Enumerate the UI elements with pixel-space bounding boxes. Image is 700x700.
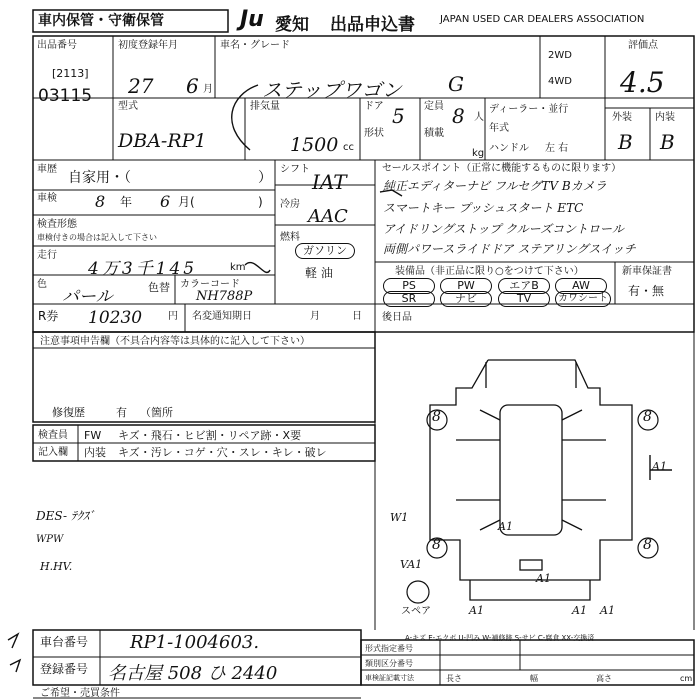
name-change-day: 日 <box>352 311 362 322</box>
equipment-ps: PS <box>383 278 435 294</box>
name-change-label: 名変通知期日 <box>192 311 252 322</box>
car-diagram <box>430 360 632 600</box>
entry-label: 記入欄 <box>38 447 68 458</box>
shape-label: 形状 <box>364 128 384 139</box>
selling-point-line: 純正エディターナビ フルセグTV Bカメラ <box>383 179 607 193</box>
registration-month: 6 <box>186 74 199 98</box>
inspection-year-unit: 年 <box>120 195 133 209</box>
registration-label: 初度登録年月 <box>118 40 178 51</box>
inspection-close: ) <box>258 195 263 209</box>
drive-2wd: 2WD <box>548 50 572 61</box>
selling-point-line: 両側パワースライドドア ステアリングスイッチ <box>383 242 636 256</box>
exterior-grade: B <box>618 130 633 154</box>
name-change-month: 月 <box>310 311 320 322</box>
size-unit: cm <box>680 674 693 683</box>
recycle-label: R券 <box>38 309 59 323</box>
fuel-label: 燃料 <box>280 232 300 243</box>
ju-logo: Ju <box>240 7 264 32</box>
equipment-airbag: エアB <box>498 278 550 294</box>
type-label: 型式 <box>118 101 138 112</box>
form-number-label: 形式指定番号 <box>365 644 413 653</box>
capacity-unit: 人 <box>474 112 484 123</box>
registration-year: 27 <box>128 74 154 98</box>
color-code-label: カラーコード <box>180 279 240 290</box>
interior-items: キズ・汚レ・コゲ・穴・スレ・キレ・破レ <box>118 446 327 459</box>
ac-label: 冷房 <box>280 199 300 210</box>
damage-mark: A1 <box>536 572 551 585</box>
storage-note: 車内保管・守衛保管 <box>38 13 164 29</box>
doors-value: 5 <box>392 104 405 128</box>
recycle-unit: 円 <box>168 311 178 322</box>
displacement-value: 1500 <box>290 134 339 156</box>
interior-label: 内装 <box>655 112 675 123</box>
shift-value: IAT <box>312 170 347 194</box>
damage-mark: A1 <box>469 604 484 617</box>
height-label: 高さ <box>596 674 612 683</box>
shift-label: シフト <box>280 164 310 175</box>
damage-mark: 8 <box>432 409 441 425</box>
displacement-label: 排気量 <box>250 101 280 112</box>
terms-label: ご希望・売買条件 <box>40 688 120 699</box>
damage-mark: A1 <box>498 520 513 533</box>
model-label: 車名・グレード <box>220 40 290 51</box>
fuel-gasoline: ガソリン <box>295 243 355 259</box>
damage-mark: 8 <box>643 537 652 553</box>
lot-number: 03115 <box>38 86 93 106</box>
checker-label: 検査員 <box>38 430 68 441</box>
repair-label: 修復歴 <box>52 406 85 419</box>
mileage-label: 走行 <box>37 250 57 261</box>
damage-mark: A1 <box>572 604 587 617</box>
history-value: 自家用・（ <box>68 170 131 186</box>
chassis-label: 車台番号 <box>40 635 89 649</box>
inspection-year: 8 <box>95 192 106 211</box>
month-unit: 月 <box>203 84 213 95</box>
displacement-unit: cc <box>343 142 354 153</box>
type-value: DBA-RP1 <box>118 130 207 152</box>
equipment-aw: AW <box>555 278 607 294</box>
damage-legend: A-キズ E-エクボ U-凹み W-補修跡 S-サビ C-腐食 XX-交換済 <box>405 634 595 642</box>
drive-4wd: 4WD <box>548 76 572 87</box>
history-label: 車歴 <box>37 164 57 175</box>
inspection-note: 車検付きの場合は記入して下さい <box>37 233 157 242</box>
plate-value: 名古屋 508 ひ 2440 <box>108 663 278 684</box>
warranty-options: 有・無 <box>628 284 665 298</box>
inspector-note: H.HV. <box>40 560 73 573</box>
damage-mark: W1 <box>390 511 409 524</box>
model-year-label: 年式 <box>489 123 509 134</box>
lot-label: 出品番号 <box>37 40 77 51</box>
exterior-label: 外装 <box>612 112 632 123</box>
damage-mark: 8 <box>643 409 652 425</box>
class-number-label: 類別区分番号 <box>365 659 413 668</box>
damage-mark: 8 <box>432 537 441 553</box>
selling-points-label: セールスポイント（正常に機能するものに限ります） <box>382 163 622 174</box>
damage-mark: VA1 <box>400 558 423 571</box>
score-value: 4.5 <box>620 66 665 99</box>
score-label: 評価点 <box>628 40 658 51</box>
lot-small-number: [2113] <box>52 67 89 80</box>
spare-label: スペア <box>401 606 431 617</box>
doors-label: ドア <box>364 101 384 112</box>
ac-value: AAC <box>308 206 348 227</box>
association-name: JAPAN USED CAR DEALERS ASSOCIATION <box>440 14 645 25</box>
form-title: 出品申込書 <box>330 15 415 35</box>
equipment-navi: ナビ <box>440 291 492 307</box>
damage-mark: A1 <box>600 604 615 617</box>
inspection-shape-label: 検査形態 <box>37 219 77 230</box>
equipment-sr: SR <box>383 291 435 307</box>
model-name: ステップワゴン <box>262 78 402 102</box>
color-value: パール <box>62 287 113 307</box>
rear-label: 後日品 <box>382 312 412 323</box>
equipment-tv: TV <box>498 291 550 307</box>
repair-place: （箇所 <box>140 406 173 419</box>
width-label: 幅 <box>530 674 538 683</box>
equipment-leather-seat: カワシート <box>555 291 611 307</box>
certificate-size-label: 車検証記載寸法 <box>365 674 414 682</box>
model-grade: G <box>448 72 464 96</box>
notes-label: 注意事項申告欄（不具合内容等は具体的に記入して下さい） <box>40 336 310 347</box>
load-label: 積載 <box>424 128 444 139</box>
inspection-label: 車検 <box>37 193 57 204</box>
mileage-value: 4万3千145 <box>88 259 198 279</box>
region-label: 愛知 <box>275 15 309 35</box>
fuel-diesel: 軽 油 <box>305 266 333 280</box>
inspector-note: WPW <box>36 534 64 545</box>
fw-head: FW <box>84 429 102 442</box>
capacity-value: 8 <box>452 104 465 128</box>
equipment-pw: PW <box>440 278 492 294</box>
fw-items: キズ・飛石・ヒビ割・リペア跡・X要 <box>118 429 302 442</box>
interior-head: 内装 <box>84 446 106 459</box>
damage-mark: A1 <box>652 460 667 473</box>
capacity-label: 定員 <box>424 101 444 112</box>
handle-label: ハンドル <box>489 143 529 154</box>
recycle-value: 10230 <box>88 308 143 328</box>
load-unit: kg <box>472 148 485 159</box>
handle-options: 左 右 <box>545 143 569 154</box>
dealer-import-label: ディーラー・並行 <box>489 104 569 115</box>
length-label: 長さ <box>446 674 462 683</box>
interior-grade: B <box>660 130 675 154</box>
selling-point-line: アイドリングストップ クルーズコントロール <box>383 222 624 236</box>
plate-label: 登録番号 <box>40 662 89 676</box>
inspection-month: 6 <box>160 192 171 211</box>
color-change-label: 色替 <box>148 281 170 294</box>
history-close: ） <box>258 170 272 186</box>
color-code: NH788P <box>196 289 253 304</box>
selling-point-line: スマートキー プッシュスタート ETC <box>383 201 584 215</box>
inspector-note: DES- ﾃｸｽﾞ <box>36 509 95 523</box>
equipment-label: 装備品（非正品に限り○をつけて下さい） <box>395 266 584 277</box>
inspection-month-unit: 月( <box>178 195 195 209</box>
color-label: 色 <box>37 279 47 290</box>
repair-value: 有 <box>116 406 127 419</box>
warranty-label: 新車保証書 <box>622 266 672 277</box>
mileage-unit: km <box>230 262 246 273</box>
chassis-value: RP1-1004603. <box>130 632 260 653</box>
